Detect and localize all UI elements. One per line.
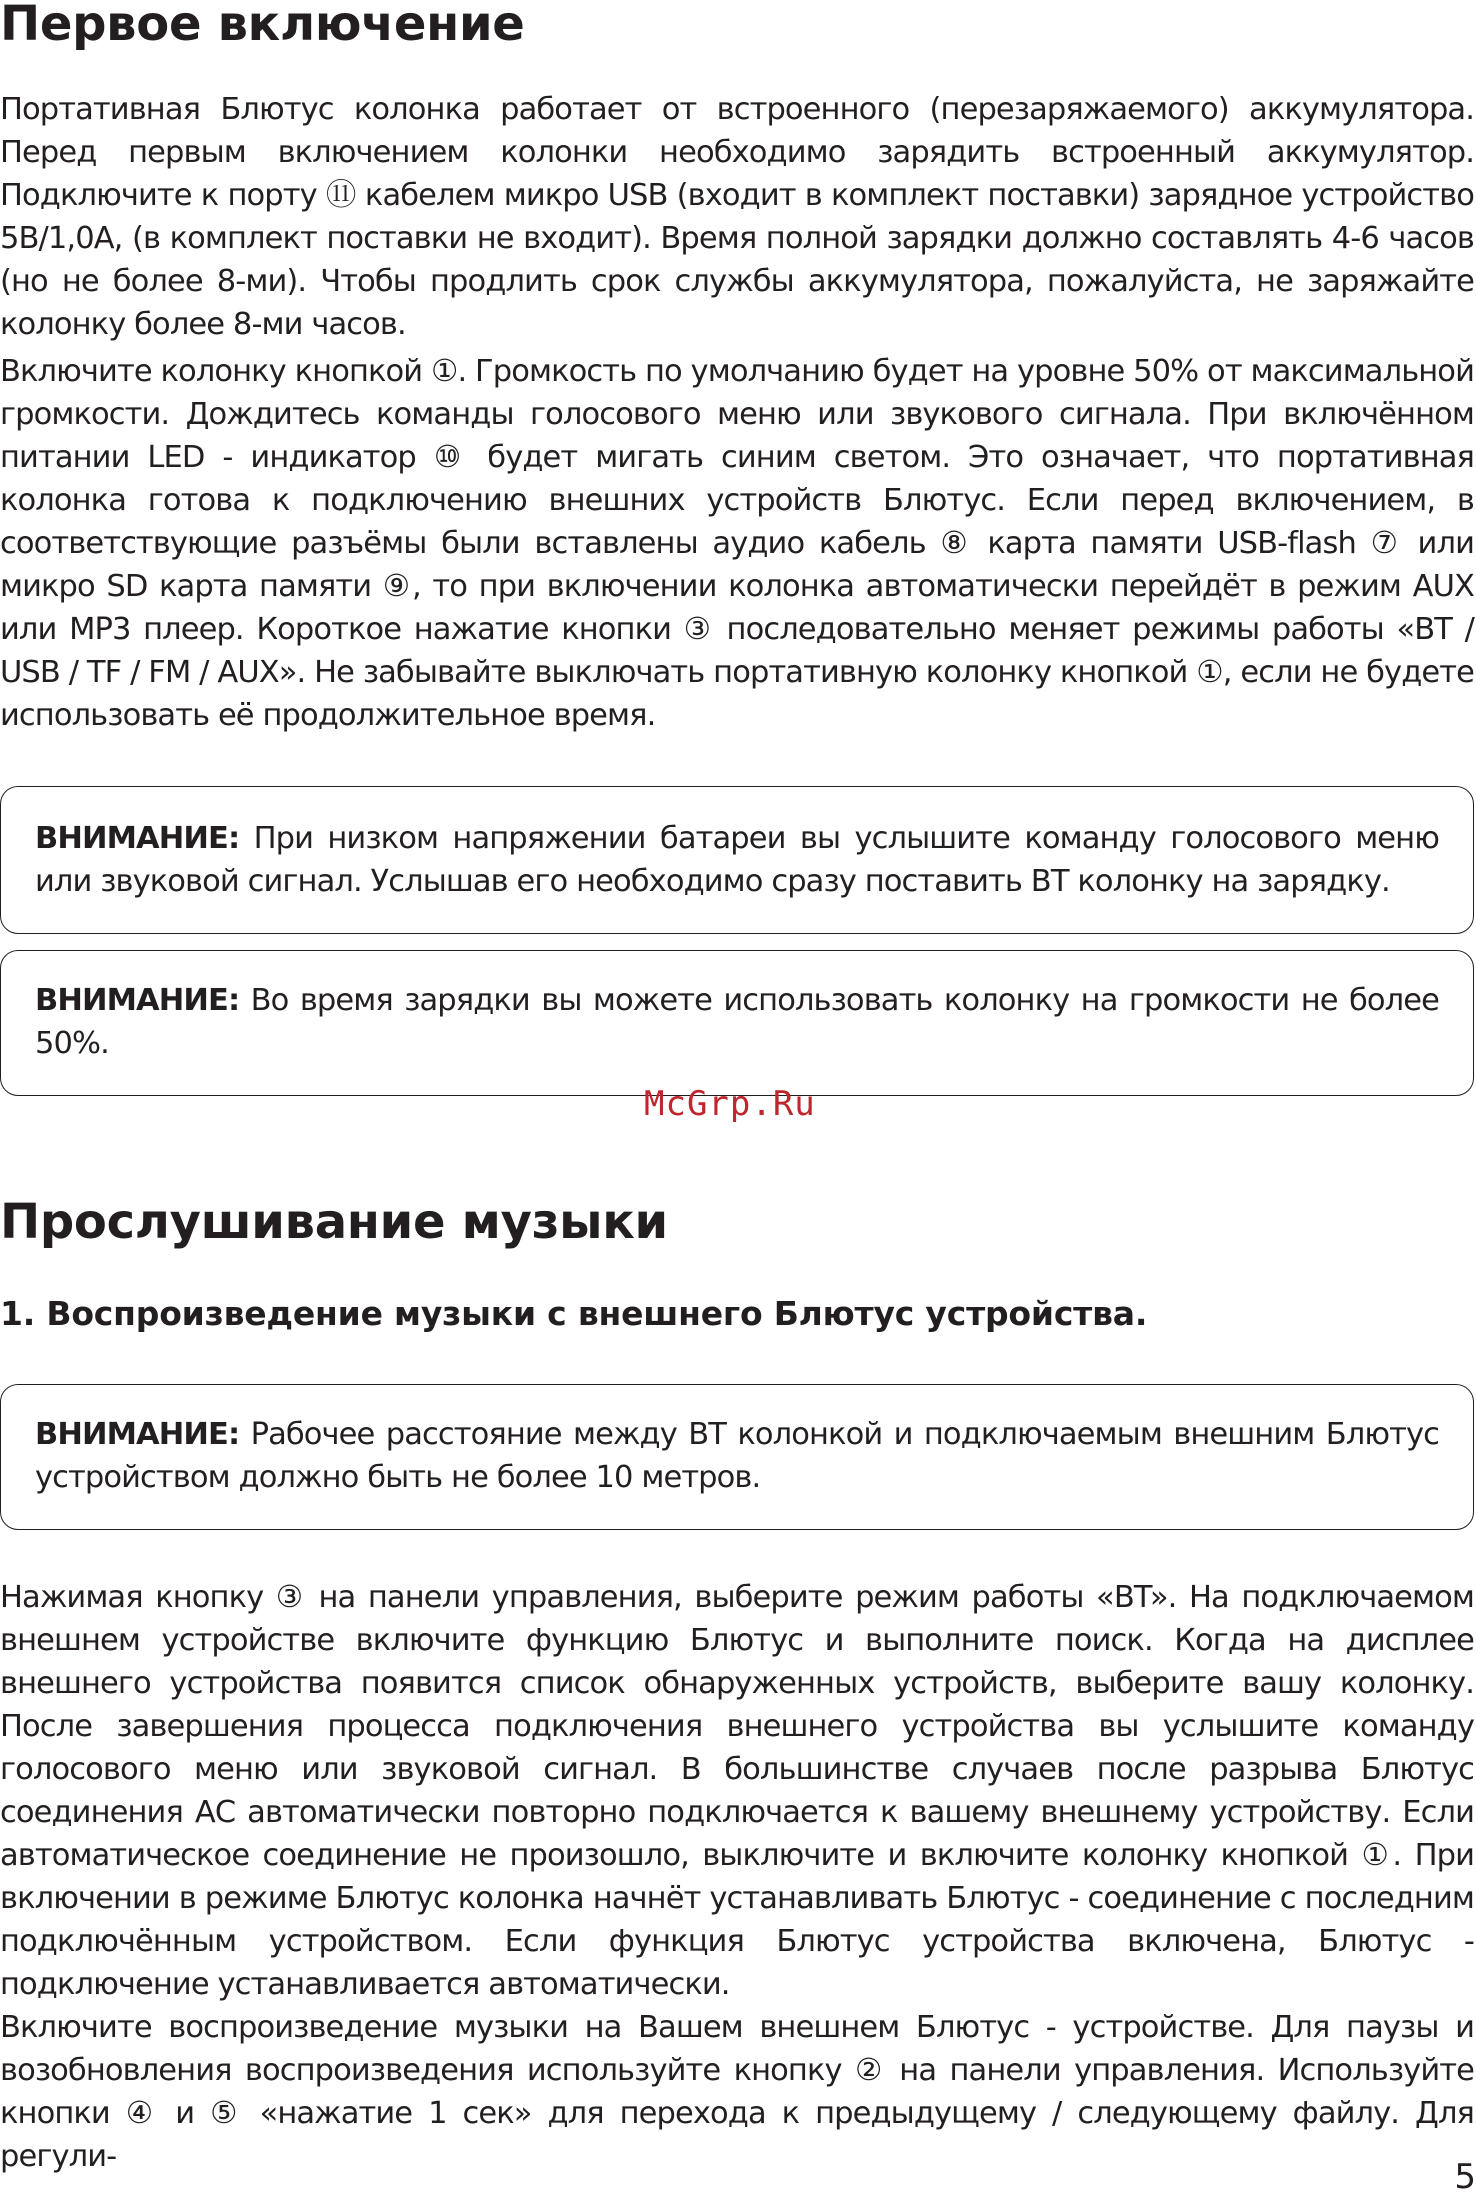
- watermark-logo: McGrp.Ru: [644, 1084, 816, 1124]
- page-number: 5: [1454, 2157, 1476, 2197]
- warning-label: ВНИМАНИЕ:: [35, 1417, 240, 1452]
- warning-box-charging-volume: [0, 950, 1474, 1096]
- subsection-title-bluetooth: 1. Воспроизведение музыки с внешнего Блютус устройства.: [0, 1294, 1148, 1333]
- section-title-music-listening: Прослушивание музыки: [0, 1194, 668, 1250]
- warning-label: ВНИМАНИЕ:: [35, 983, 240, 1018]
- warning-box-low-battery: [0, 786, 1474, 934]
- warning-label: ВНИМАНИЕ:: [35, 821, 240, 856]
- warning-text: ВНИМАНИЕ: При низком напряжении батареи вы услышите команду голосового меню или звуковой сигнал. Услышав его необходимо сразу поставить BT колонку на зарядку.: [35, 821, 1439, 899]
- paragraph-power-on: Включите колонку кнопкой ①. Громкость по умолчанию будет на уровне 50% от максимальной громкости. Дождитесь команды голосового меню или звукового сигнала. При включённом питании LED - индикатор ⑩ будет мигать синим светом. Это означает, что портативная колонка готова к подключению внешних устройств Блютус. Если перед включением, в соответствующие разъёмы были вставлены аудио кабель ⑧ карта памяти USB-flash ⑦ или микро SD карта памяти ⑨, то при включении колонка автоматически перейдёт в режим AUX или MP3 плеер. Короткое нажатие кнопки ③ последовательно меняет режимы работы «BT / USB / TF / FM / AUX». Не забывайте выключать портативную колонку кнопкой ①, если не будете использовать её продолжительное время.: [0, 354, 1474, 733]
- paragraph-playback-controls: Включите воспроизведение музыки на Вашем внешнем Блютус - устройстве. Для паузы и возобновления воспроизведения используйте кнопку ② на панели управления. Используйте кнопки ④ и ⑤ «нажатие 1 сек» для перехода к предыдущему / следующему файлу. Для регули-: [0, 2010, 1474, 2174]
- paragraph-charging: Портативная Блютус колонка работает от встроенного (перезаряжаемого) аккумулятора. Перед первым включением колонки необходимо зарядить встроенный аккумулятор. Подключите к порту ⑪ кабелем микро USB (входит в комплект поставки) зарядное устройство 5В/1,0А, (в комплект поставки не входит). Время полной зарядки должно составлять 4-6 часов (но не более 8-ми). Чтобы продлить срок службы аккумулятора, пожалуйста, не заряжайте колонку более 8-ми часов.: [0, 92, 1474, 342]
- warning-box-distance: [0, 1384, 1474, 1530]
- warning-text: ВНИМАНИЕ: Во время зарядки вы можете использовать колонку на громкости не более 50%.: [35, 983, 1439, 1061]
- paragraph-bluetooth-pairing: Нажимая кнопку ③ на панели управления, выберите режим работы «BT». На подключаемом внешнем устройстве включите функцию Блютус и выполните поиск. Когда на дисплее внешнего устройства появится список обнаруженных устройств, выберите вашу колонку. После завершения процесса подключения внешнего устройства вы услышите команду голосового меню или звуковой сигнал. В большинстве случаев после разрыва Блютус соединения АС автоматически повторно подключается к вашему внешнему устройству. Если автоматическое соединение не произошло, выключите и включите колонку кнопкой ①. При включении в режиме Блютус колонка начнёт устанавливать Блютус - соединение с последним подключённым устройством. Если функция Блютус устройства включена, Блютус - подключение устанавливается автоматически.: [0, 1580, 1474, 2002]
- section-title-first-power-on: Первое включение: [0, 0, 525, 52]
- warning-text: ВНИМАНИЕ: Рабочее расстояние между BT колонкой и подключаемым внешним Блютус устройством должно быть не более 10 метров.: [35, 1417, 1439, 1495]
